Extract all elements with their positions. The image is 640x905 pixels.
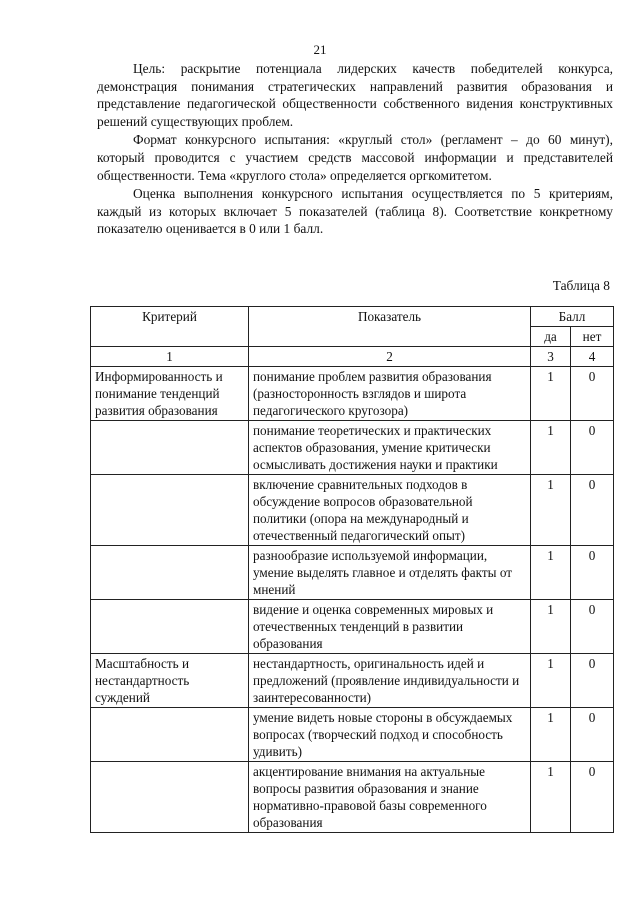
score-yes-cell: 1 [531, 421, 571, 475]
header-yes: да [531, 327, 571, 347]
table-row [91, 367, 614, 421]
column-number-1: 1 [91, 347, 249, 367]
score-yes-cell: 1 [531, 546, 571, 600]
column-number-2: 2 [249, 347, 531, 367]
paragraph-evaluation: Оценка выполнения конкурсного испытания осуществляется по 5 критериям, каждый из которых включает 5 показателей (таблица 8). Соответствие конкретному показателю оценивается в 0 или 1 балл. [97, 186, 613, 237]
table-row [91, 600, 614, 654]
column-number-4: 4 [571, 347, 614, 367]
paragraph-format: Формат конкурсного испытания: «круглый стол» (регламент – до 60 минут), который проводится с участием средств массовой информации и представителей общественности. Тема «круглого стола» определяется оргкомитетом. [97, 132, 613, 183]
indicator-cell: понимание теоретических и практических аспектов образования, умение критически осмысливать достижения науки и практики [249, 421, 531, 475]
page-number: 21 [313, 42, 327, 57]
indicator-cell: разнообразие используемой информации, умение выделять главное и отделять факты от мнений [249, 546, 531, 600]
score-yes-cell: 1 [531, 475, 571, 546]
header-no: нет [571, 327, 614, 347]
indicator-cell: акцентирование внимания на актуальные вопросы развития образования и знание нормативно-правовой базы современного образования [249, 762, 531, 833]
indicator-cell: понимание проблем развития образования (разносторонность взглядов и широта педагогического кругозора) [249, 367, 531, 421]
body-text [97, 60, 613, 238]
table-row [91, 421, 614, 475]
criterion-cell-continued [91, 708, 249, 762]
score-no-cell: 0 [571, 367, 614, 421]
criterion-cell-continued [91, 421, 249, 475]
table-header-row [91, 307, 614, 327]
score-yes-cell: 1 [531, 654, 571, 708]
score-no-cell: 0 [571, 600, 614, 654]
score-no-cell: 0 [571, 762, 614, 833]
column-number-3: 3 [531, 347, 571, 367]
table-row [91, 546, 614, 600]
criterion-cell-continued [91, 475, 249, 546]
table-row [91, 708, 614, 762]
column-number-row [91, 347, 614, 367]
table-row [91, 654, 614, 708]
score-yes-cell: 1 [531, 762, 571, 833]
score-yes-cell: 1 [531, 367, 571, 421]
indicator-cell: включение сравнительных подходов в обсуждение вопросов образовательной политики (опора на международный и отечественный педагогический опыт) [249, 475, 531, 546]
indicator-cell: умение видеть новые стороны в обсуждаемых вопросах (творческий подход и способность удивить) [249, 708, 531, 762]
criterion-cell-continued [91, 762, 249, 833]
criterion-cell: Информированность и понимание тенденций развития образования [91, 367, 249, 421]
score-yes-cell: 1 [531, 600, 571, 654]
header-indicator: Показатель [249, 307, 531, 347]
header-criterion: Критерий [91, 307, 249, 347]
criteria-table [90, 306, 614, 833]
criterion-cell: Масштабность и нестандартность суждений [91, 654, 249, 708]
score-no-cell: 0 [571, 654, 614, 708]
score-no-cell: 0 [571, 421, 614, 475]
score-no-cell: 0 [571, 708, 614, 762]
score-no-cell: 0 [571, 546, 614, 600]
score-no-cell: 0 [571, 475, 614, 546]
criterion-cell-continued [91, 600, 249, 654]
criterion-cell-continued [91, 546, 249, 600]
score-yes-cell: 1 [531, 708, 571, 762]
indicator-cell: нестандартность, оригинальность идей и предложений (проявление индивидуальности и заинтересованности) [249, 654, 531, 708]
table-caption: Таблица 8 [552, 278, 610, 293]
table-row [91, 475, 614, 546]
table-row [91, 762, 614, 833]
paragraph-goal: Цель: раскрытие потенциала лидерских качеств победителей конкурса, демонстрация понимания стратегических направлений развития образования и представление педагогической общественности собственного видения конструктивных решений существующих проблем. [97, 61, 613, 129]
header-score: Балл [531, 307, 614, 327]
indicator-cell: видение и оценка современных мировых и отечественных тенденций в развитии образования [249, 600, 531, 654]
